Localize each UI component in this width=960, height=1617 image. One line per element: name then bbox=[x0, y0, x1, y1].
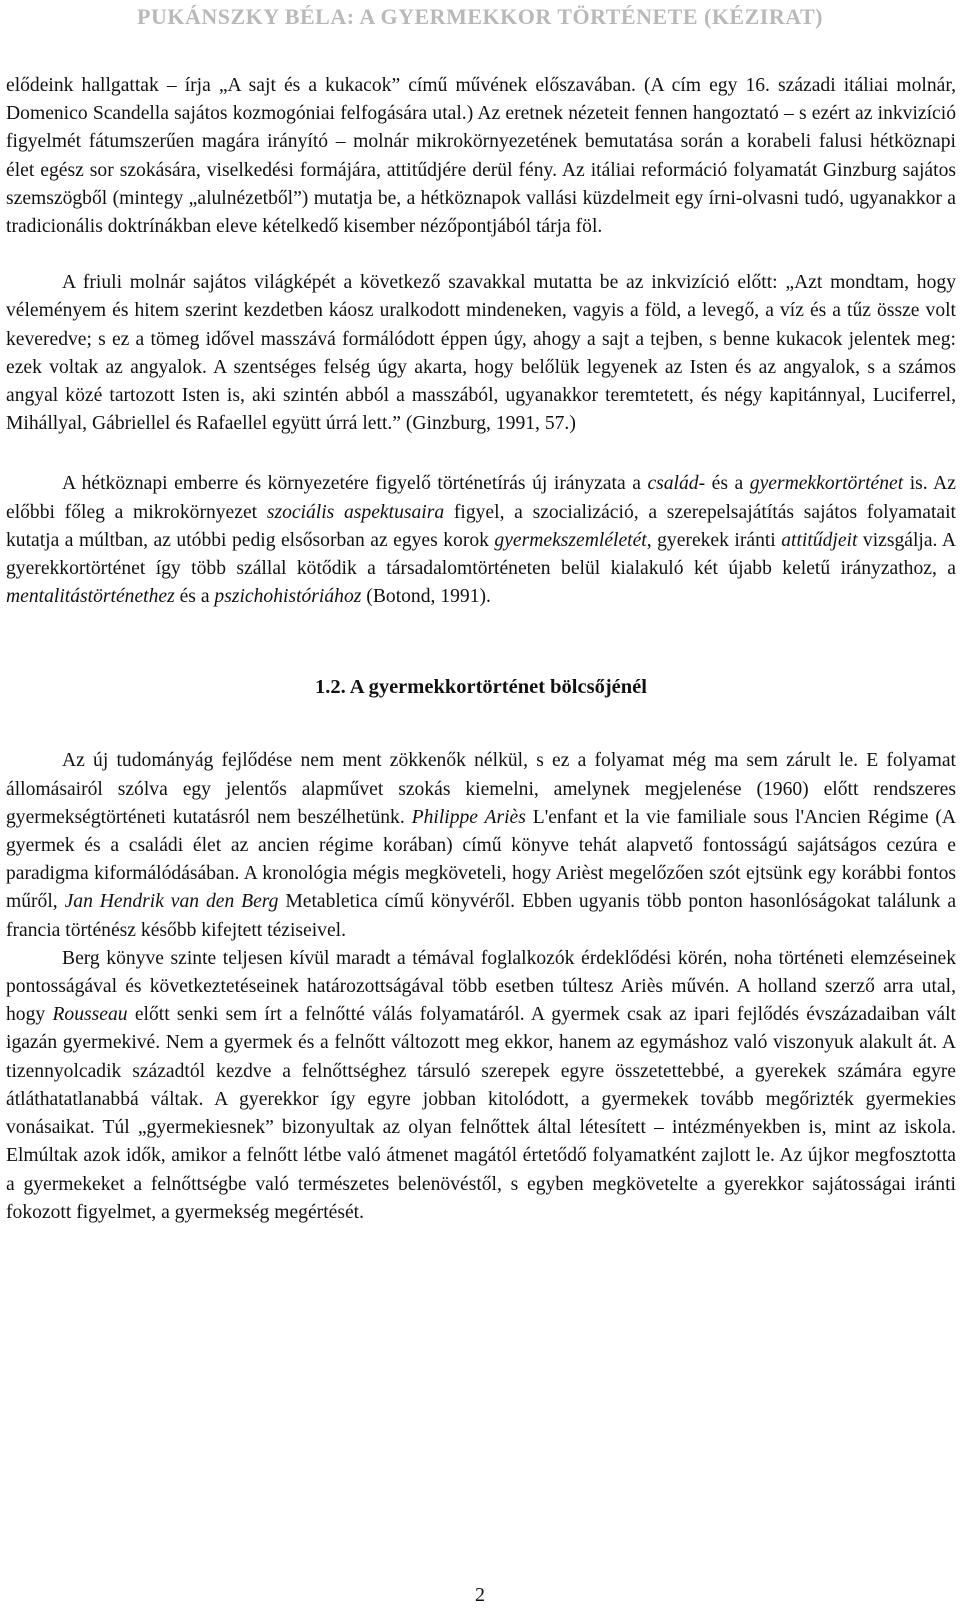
section-heading: 1.2. A gyermekkortörténet bölcsőjénél bbox=[315, 676, 647, 699]
page-number: 2 bbox=[475, 1584, 485, 1606]
paragraph-miller-quote: A friuli molnár sajátos világképét a következő szavakkal mutatta be az inkvizíció előtt: „Azt mondtam, hogy véleményem és hitem szerint kezdetben káosz uralkodott mindeneken, vagyis a föld, a levegő, a víz és a tűz össze volt keveredve; s ez a tömeg idővel masszává formálódott éppen úgy, ahogy a sajt a tejben, s benne kukacok jelentek meg: ezek voltak az angyalok. A szentséges felség úgy akarta, hogy belőlük legyenek az Isten és az angyalok, s a számos angyal közé tartozott Isten is, aki szintén abból a masszából, ugyanakkor teremtetett, és négy kapitánnyal, Luciferrel, Mihállyal, Gábriellel és Rafaellel együtt úrrá lett.” (Ginzburg, 1991, 57.) bbox=[6, 272, 956, 435]
paragraph-berg: Berg könyve szinte teljesen kívül maradt a témával foglalkozók érdeklődési körén, noha történeti elemzéseinek pontosságával és következtetéseinek határozottságával több esetben túltesz Ariès művén. A holland szerző arra utal, hogy Rousseau előtt senki sem írt a felnőtté válás folyamatáról. A gyermek csak az ipari fejlődés évszázadaiban vált igazán gyermekivé. Nem a gyermek és a felnőtt változott meg ekkor, hanem az egymáshoz való viszonyuk alakult át. A tizennyolcadik századtól kezdve a felnőttséghez társuló szerepek egyre összetettebbé, a gyerekek számára egyre átláthatatlanabbá váltak. A gyerekkor így egyre jobban kitolódott, a gyermekek tovább megőrizték gyermekies vonásaikat. Túl „gyermekiesnek” bizonyultak az olyan felnőttek által létesített – intézményekben is, mint az iskola. Elmúltak azok idők, amikor a felnőtt létbe való átmenet magától értetődő folyamatként zajlott le. Az újkor megfosztotta a gyermekeket a felnőttségbe való természetes belenövéstől, s egyben megkövetelte a gyerekkor sajátosságai iránti fokozott figyelmet, a gyermekség megértését. bbox=[6, 947, 956, 1223]
running-header: PUKÁNSZKY BÉLA: A GYERMEKKOR TÖRTÉNETE (KÉZIRAT) bbox=[137, 4, 823, 29]
paragraph-family-history: A hétköznapi emberre és környezetére figyelő történetírás új irányzata a család- és a gyermekkortörténet is. Az előbbi főleg a mikrokörnyezet szociális aspektusaira figyel, a szocializáció, a szerepelsajátítás sajátos folyamatait kutatja a múltban, az utóbbi pedig elsősorban az egyes korok gyermekszemléletét, gyerekek iránti attitűdjeit vizsgálja. A gyerekkortörténet így több szállal kötődik a társadalomtörténeten belül kialakuló két újabb keletű irányzathoz, a mentalitástörténethez és a pszichohistóriához (Botond, 1991). bbox=[6, 473, 956, 608]
paragraph-new-discipline: Az új tudományág fejlődése nem ment zökkenők nélkül, s ez a folyamat még ma sem zárult le. E folyamat állomásairól szólva egy jelentős alapművet szokás kiemelni, amelynek megjelenése (1960) előtt rendszeres gyermekségtörténeti kutatásról nem beszélhetünk. Philippe Ariès L'enfant et la vie familiale sous l'Ancien Régime (A gyermek és a családi élet az ancien régime korában) című könyve tehát alapvető fontosságú sajátságos cezúra e paradigma kiformálódásában. A kronológia mégis megköveteli, hogy Arièst megelőzően szót ejtsünk egy korábbi fontos műről, Jan Hendrik van den Berg Metabletica című könyvéről. Ebben ugyanis több ponton hasonlóságokat találunk a francia történész később kifejtett téziseivel. bbox=[6, 750, 957, 941]
paragraph-ginzburg: elődeink hallgattak – írja „A sajt és a kukacok” című művének előszavában. (A cím egy 16. századi itáliai molnár, Domenico Scandella sajátos kozmogóniai felfogására utal.) Az eretnek nézeteit fennen hangoztató – s ezért az inkvizíció figyelmét fátumszerűen magára irányító – molnár mikrokörnyezetének bemutatása során a korabeli falusi hétköznapi élet egész sor szokására, viselkedési formájára, attitűdjére derül fény. Az itáliai reformáció folyamatát Ginzburg sajátos szemszögből (mintegy „alulnézetből”) mutatja be, a hétköznapok vallási küzdelmeit egy írni-olvasni tudó, ugyanakkor a tradicionális doktrínákban eleve kételkedő kisember nézőpontjából tárja föl. bbox=[6, 75, 956, 238]
document-body bbox=[6, 72, 956, 1227]
